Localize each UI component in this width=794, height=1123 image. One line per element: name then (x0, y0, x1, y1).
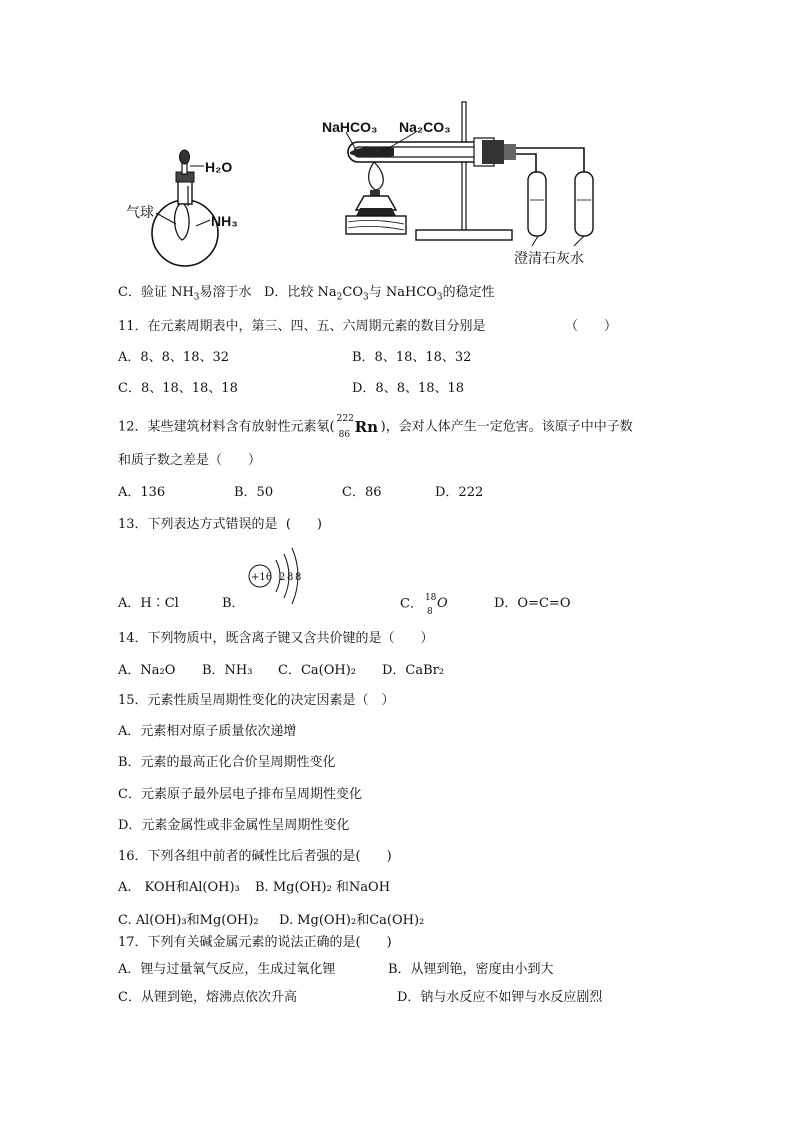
label-nh3: NH₃ (211, 213, 238, 229)
q16-option-b: B. Mg(OH)₂ 和NaOH (255, 880, 391, 895)
heating-apparatus-figure (334, 100, 624, 250)
q13-option-c: C． 18 8 O (400, 593, 448, 617)
radon-isotope: 222 86 Rn (336, 414, 378, 440)
label-limewater: 澄清石灰水 (514, 250, 584, 266)
shell-1-electrons: 2 (279, 572, 286, 583)
q11-paren: （ ） (565, 319, 618, 334)
q17-stem: 17．下列有关碱金属元素的说法正确的是( ) (118, 935, 392, 950)
q16-option-d: D. Mg(OH)₂和Ca(OH)₂ (279, 913, 425, 928)
q12-option-b: B．50 (234, 485, 274, 500)
dropper-bulb (180, 150, 190, 164)
q17-option-a: A．锂与过量氧气反应，生成过氧化锂 (118, 962, 336, 977)
q13-stem: 13．下列表达方式错误的是 ( ) (118, 517, 322, 532)
q10-options-cd: C．验证 $NH_3$易溶于水 D．比较 $Na_2CO_3$与 NaHCO$_3$的稳定性 (118, 285, 495, 303)
shell-3-electrons: 8 (295, 572, 302, 583)
label-nahco3: NaHCO₃ (322, 119, 378, 135)
q17-option-d: D．钠与水反应不如钾与水反应剧烈 (397, 990, 603, 1005)
alcohol-lamp (356, 196, 396, 210)
q15-option-a: A．元素相对原子质量依次递增 (118, 724, 297, 739)
stand-base (416, 230, 512, 240)
q14-option-d: D．CaBr₂ (382, 663, 445, 678)
q16-option-a: A. KOH和Al(OH)₃ (118, 880, 240, 895)
q11-option-d: D．8、8、18、18 (352, 381, 465, 396)
q11-stem: 11．在元素周期表中，第三、四、五、六周期元素的数目分别是 (118, 319, 486, 334)
q13-option-b: B． (222, 596, 245, 611)
q16-stem: 16．下列各组中前者的碱性比后者强的是( ) (118, 849, 392, 864)
q15-stem: 15．元素性质呈周期性变化的决定因素是（ ） (118, 693, 395, 708)
balloon-shape (175, 204, 190, 240)
q12-stem: 12．某些建筑材料含有放射性元素氡( 222 86 Rn )，会对人体产生一定危害。该原子中中子数 (118, 414, 633, 440)
label-h2o: H₂O (205, 159, 233, 175)
q12-option-a: A．136 (118, 485, 166, 500)
q17-option-c: C．从锂到铯，熔沸点依次升高 (118, 990, 297, 1005)
shell-2-electrons: 8 (287, 572, 294, 583)
label-balloon: 气球 (126, 204, 154, 220)
label-na2co3: Na₂CO₃ (399, 119, 451, 135)
q14-option-c: C．Ca(OH)₂ (278, 663, 356, 678)
q15-option-d: D．元素金属性或非金属性呈周期性变化 (118, 818, 350, 833)
q11-option-c: C．8、18、18、18 (118, 381, 238, 396)
q17-option-b: B．从锂到铯，密度由小到大 (388, 962, 554, 977)
q14-option-a: A．Na₂O (118, 663, 176, 678)
flame (369, 162, 384, 190)
q11-option-a: A．8、8、18、32 (118, 350, 230, 365)
q16-option-c: C. Al(OH)₃和Mg(OH)₂ (118, 913, 259, 928)
q13-option-d: D．O=C=O (494, 596, 571, 611)
q12-stem-line2: 和质子数之差是（ ） (118, 453, 262, 468)
q15-option-b: B．元素的最高正化合价呈周期性变化 (118, 755, 336, 770)
q12-option-d: D．222 (435, 485, 484, 500)
q14-option-b: B．NH₃ (202, 663, 253, 678)
q11-option-b: B．8、18、18、32 (352, 350, 472, 365)
limewater-tube-2 (575, 172, 593, 236)
q14-stem: 14．下列物质中，既含离子键又含共价键的是（ ） (118, 631, 434, 646)
q12-option-c: C．86 (342, 485, 382, 500)
nucleus-charge: +16 (251, 572, 273, 583)
wooden-block (346, 216, 406, 234)
q13-option-a: A．H∶Cl (118, 596, 179, 611)
limewater-tube-1 (528, 172, 546, 236)
q15-option-c: C．元素原子最外层电子排布呈周期性变化 (118, 787, 362, 802)
